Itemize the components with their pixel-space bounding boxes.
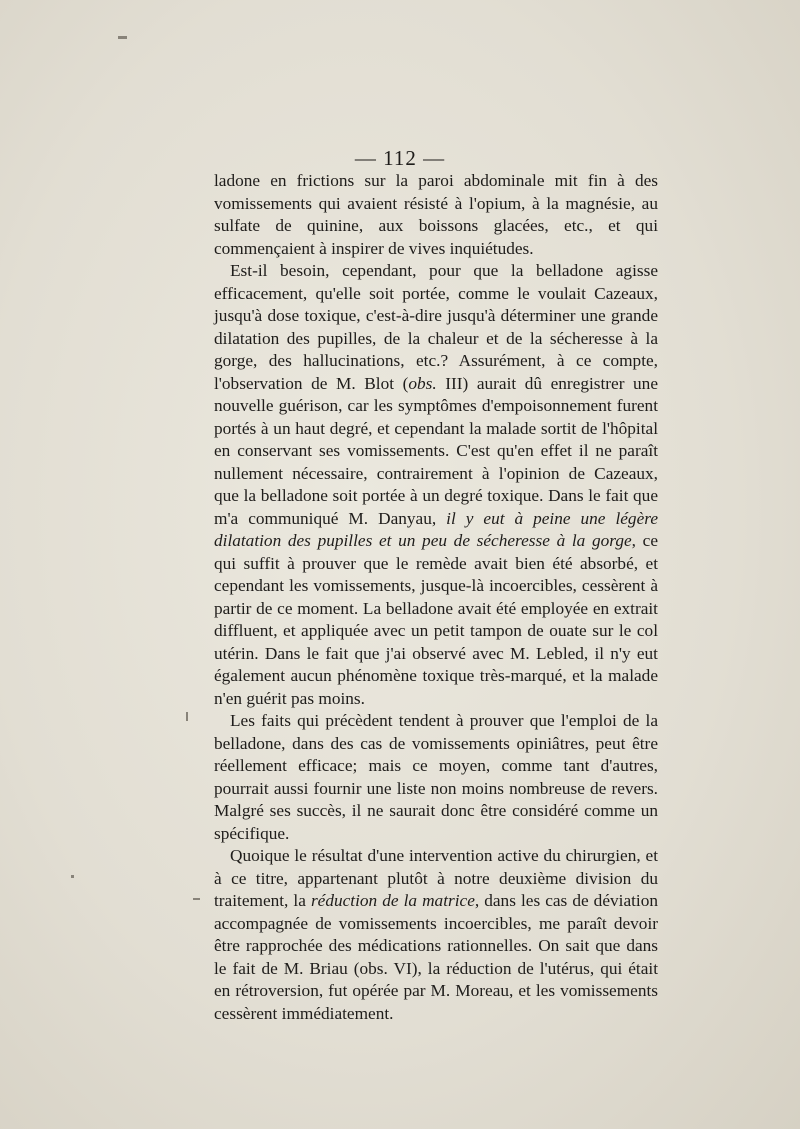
text-span: Les faits qui précèdent tendent à prouver que l'emploi de la belladone, dans des cas de vomissements opiniâtres, peut être réellement efficace; mais ce moyen, comme tant d'autres, pourrait aussi fournir une liste non moins nombreuse de revers. Malgré ses succès, il ne saurait donc être considéré comme un spécifique. [214,711,658,843]
text-span: ladone en frictions sur la paroi abdominale mit fin à des vomissements qui avaient résisté à l'opium, à la magnésie, au sulfate de quinine, aux boissons glacées, etc., et qui commençaient à inspirer de vives inquiétudes. [214,171,658,258]
italic-span: obs. [408,373,437,393]
paragraph [214,260,658,710]
text-span: , ce qui suffit à prouver que le remède avait bien été absorbé, et cependant les vomissements, jusque-là incoercibles, cessèrent à partir de ce moment. La belladone avait été employée en extrait diffluent, et appliquée avec un petit tampon de ouate sur le col utérin. Dans le fait que j'ai observé avec M. Lebled, il n'y eut également aucun phénomène toxique très-marqué, et la malade n'en guérit pas moins. [214,531,658,708]
body-text [214,170,658,1025]
paper-speck [71,875,74,878]
page-number: — 112 — [354,146,446,170]
text-span: Quoique le résultat d'une intervention active du chirurgien, et à ce titre, appartenant plutôt à notre deuxième division du traitement, la [214,846,658,910]
paragraph [214,710,658,845]
italic-span: il y eut à peine une légère dilatation des pupilles et un peu de sécheresse à la gorge [214,508,658,550]
paragraph [214,170,658,260]
text-span: III) aurait dû enregistrer une nouvelle guérison, car les symptômes d'empoisonnement furent portés à un haut degré, et cependant la malade sortit de l'hôpital en conservant ses vomissements. C'est qu'en effet il ne paraît nullement nécessaire, contrairement à l'opinion de Cazeaux, que la belladone soit portée à un degré toxique. Dans le fait que m'a communiqué M. Danyau, [214,373,658,528]
paragraph [214,845,658,1025]
paper-speck [118,36,127,39]
paper-speck [186,712,188,721]
text-span: Est-il besoin, cependant, pour que la belladone agisse efficacement, qu'elle soit portée, comme le voulait Cazeaux, jusqu'à dose toxique, c'est-à-dire jusqu'à déterminer une grande dilatation des pupilles, de la chaleur et de la sécheresse à la gorge, des hallucinations, etc.? Assurément, à ce compte, l'observation de M. Blot ( [214,261,658,393]
text-span: , dans les cas de déviation accompagnée de vomissements incoercibles, me paraît devoir être rapprochée des médications rationnelles. On sait que dans le fait de M. Briau (obs. VI), la réduction de l'utérus, qui était en rétroversion, fut opérée par M. Moreau, et les vomissements cessèrent immédiatement. [214,891,658,1023]
italic-span: réduction de la matrice [310,891,475,910]
paper-speck [193,898,200,900]
